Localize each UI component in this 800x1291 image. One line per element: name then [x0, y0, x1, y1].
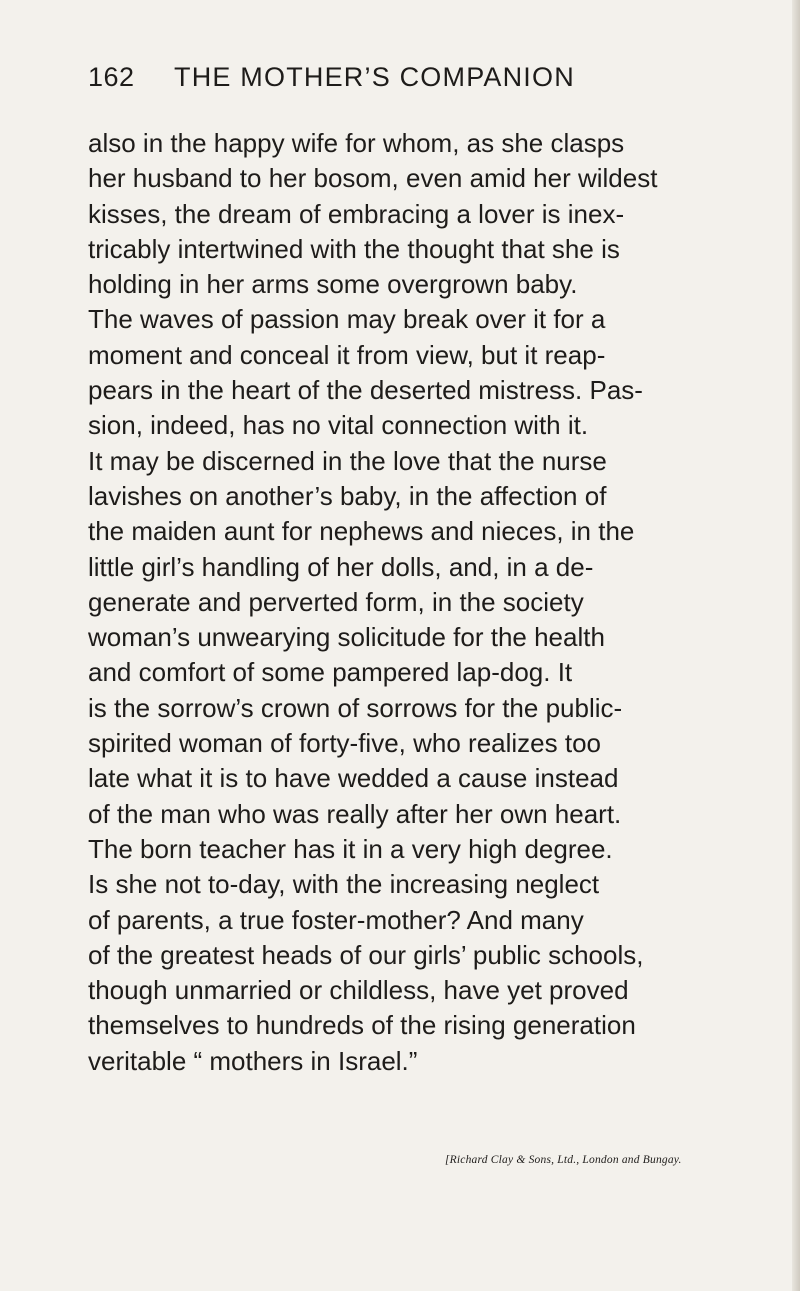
- text-line: of parents, a true foster-mother? And many: [88, 904, 584, 935]
- text-line: Is she not to-day, with the increasing neglect: [88, 869, 600, 900]
- running-title: THE MOTHER’S COMPANION: [174, 62, 575, 92]
- text-line: generate and perverted form, in the society: [88, 586, 584, 617]
- text-line: late what it is to have wedded a cause instead: [88, 763, 619, 794]
- body-text: [88, 126, 740, 1079]
- text-line: little girl’s handling of her dolls, and, in a de-: [88, 551, 594, 582]
- text-line: is the sorrow’s crown of sorrows for the public-: [88, 692, 623, 723]
- text-line: lavishes on another’s baby, in the affection of: [88, 480, 607, 511]
- text-line: of the man who was really after her own heart.: [88, 798, 622, 829]
- text-line: also in the happy wife for whom, as she clasps: [88, 128, 625, 158]
- text-line: It may be discerned in the love that the nurse: [88, 445, 607, 476]
- text-line: sion, indeed, has no vital connection with it.: [88, 410, 589, 441]
- text-line: kisses, the dream of embracing a lover is inex-: [88, 198, 625, 229]
- text-line: veritable “ mothers in Israel.”: [88, 1045, 418, 1076]
- text-line: spirited woman of forty-five, who realizes too: [88, 728, 601, 759]
- text-line: moment and conceal it from view, but it reap-: [88, 339, 606, 370]
- printer-imprint: [Richard Clay & Sons, Ltd., London and Bungay.: [445, 1154, 682, 1166]
- text-line: though unmarried or childless, have yet proved: [88, 975, 629, 1006]
- text-line: The born teacher has it in a very high degree.: [88, 833, 613, 864]
- text-line: pears in the heart of the deserted mistress. Pas-: [88, 375, 643, 406]
- text-line: woman’s unwearying solicitude for the health: [88, 622, 605, 653]
- page-header: [88, 62, 728, 112]
- text-line: her husband to her bosom, even amid her wildest: [88, 163, 658, 194]
- text-line: tricably intertwined with the thought that she is: [88, 233, 620, 264]
- page-number: 162: [88, 62, 135, 92]
- page-edge: [792, 0, 800, 1291]
- text-line: The waves of passion may break over it for a: [88, 304, 606, 335]
- text-line: themselves to hundreds of the rising generation: [88, 1010, 636, 1041]
- text-line: holding in her arms some overgrown baby.: [88, 269, 578, 300]
- text-line: and comfort of some pampered lap-dog. It: [88, 657, 573, 688]
- text-line: of the greatest heads of our girls’ public schools,: [88, 939, 644, 970]
- text-line: the maiden aunt for nephews and nieces, in the: [88, 516, 635, 547]
